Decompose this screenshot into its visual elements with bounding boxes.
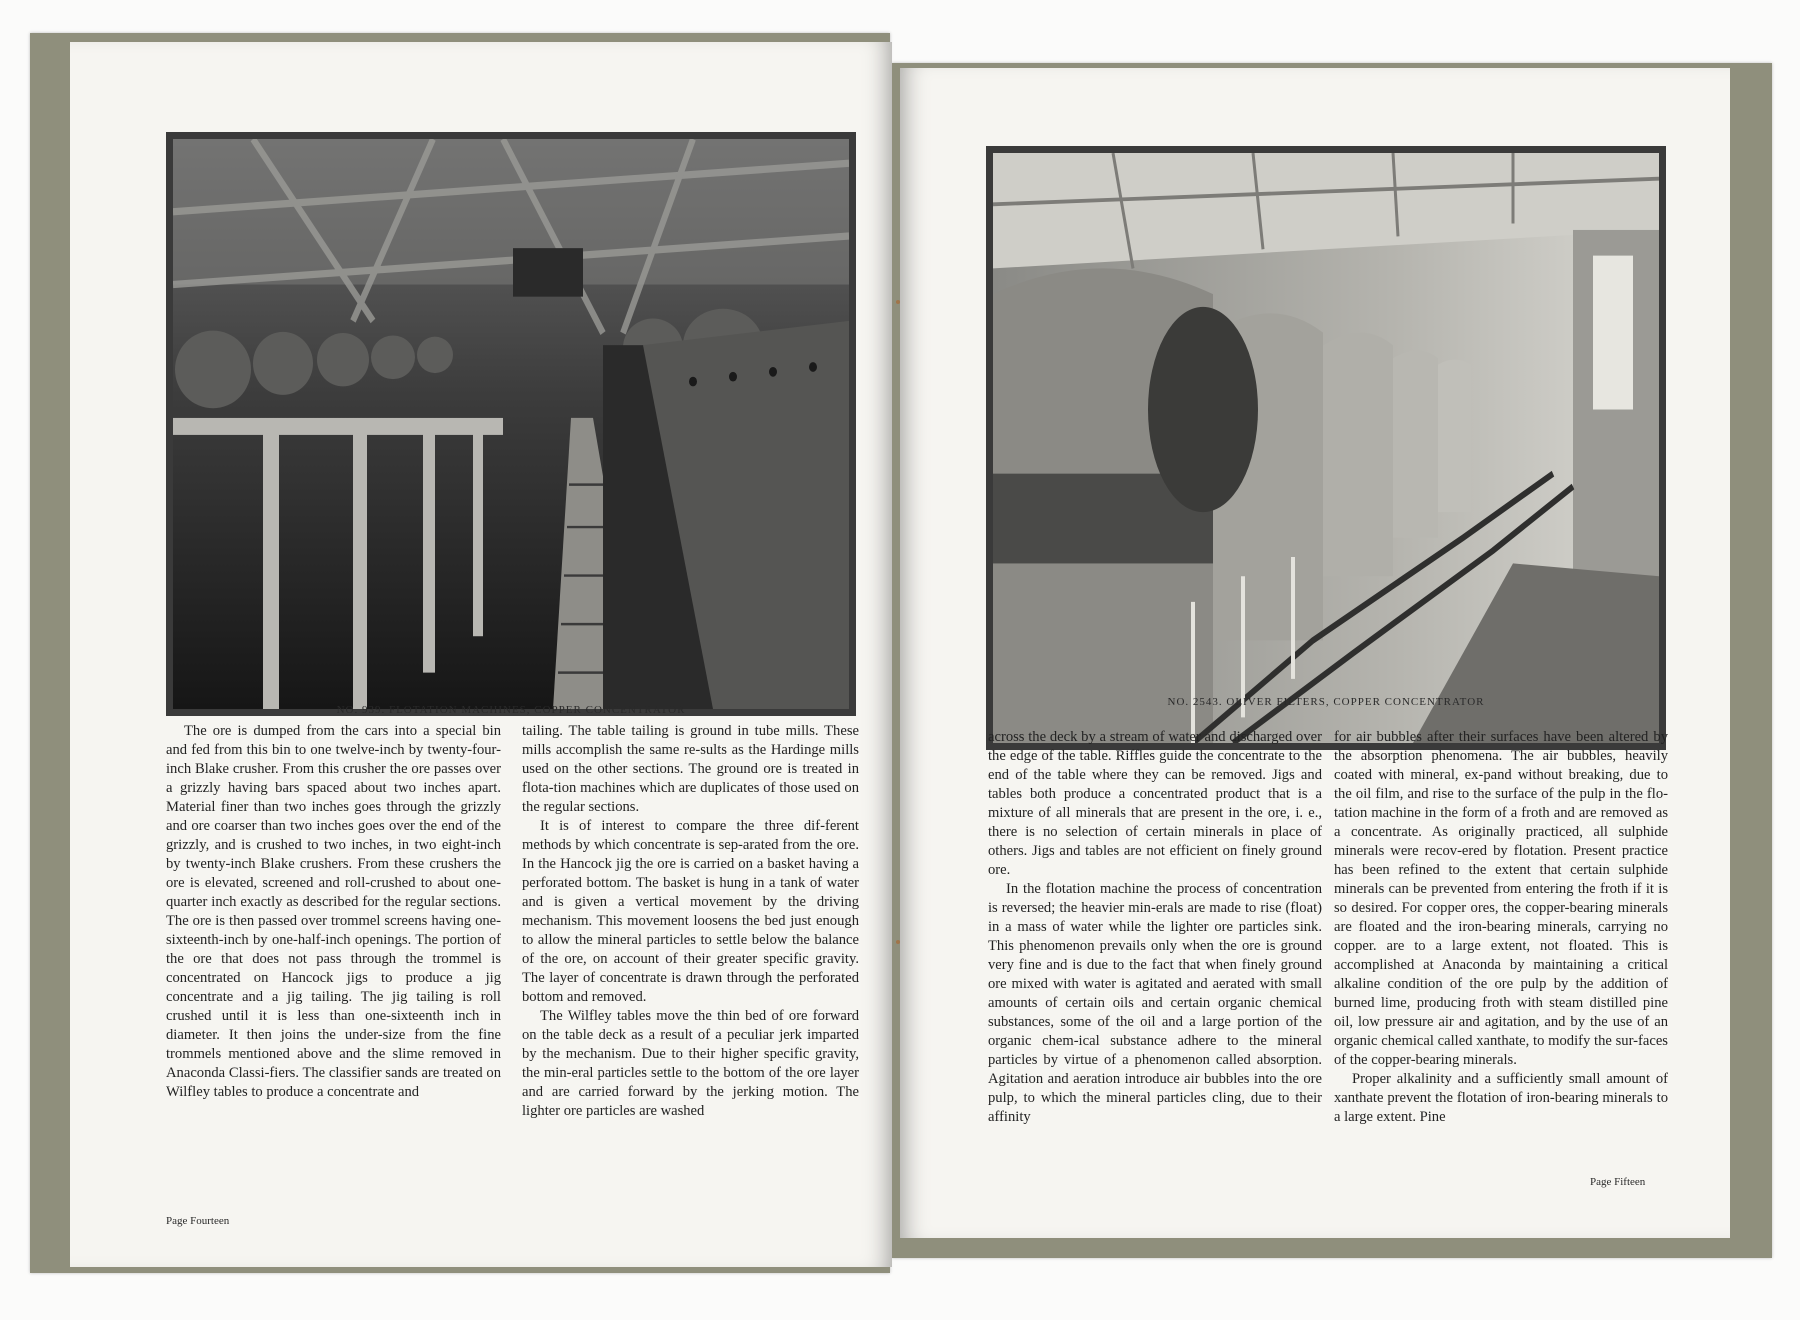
staple-hole (896, 940, 900, 944)
left-page (70, 42, 892, 1267)
page-number-left: Page Fourteen (166, 1215, 230, 1227)
oliver-filters-image (993, 153, 1659, 743)
paragraph: The Wilfley tables move the thin bed of ore forward on the table deck as a result of a peculiar jerk imparted by the mechanism. Due to their higher specific gravity, the min-eral particles settle to the bottom of the ore layer and are carried forward by the jerking motion. The lighter ore particles are washed (522, 1008, 859, 1119)
right-text-column-1 (988, 728, 1322, 1127)
left-text-column-1 (166, 722, 501, 1102)
oliver-filters-photo (986, 146, 1666, 750)
paragraph-continued: for air bubbles after their surfaces have been altered by the absorption phenomena. The air bubbles, heavily coated with mineral, ex-pand without breaking, due to the oil film, and rise to the surface of the pulp in the flo-tation machine in the form of a froth and are removed as a concentrate. As originally practiced, all sulphide minerals were recov-ered by flotation. Present practice has been refined to the extent that certain sulphide minerals can be prevented from entering the froth if it is so desired. For copper ores, the copper-bearing minerals are floated and the iron-bearing minerals, carrying no copper. are to a large extent, not floated. This is accomplished at Anaconda by maintaining a critical alkaline condition of the ore pulp by the addition of burned lime, producing froth with steam distilled pine oil, low pressure air and agitation, and by the use of an organic chemical called xanthate, to modify the sur-faces of the copper-bearing minerals. (1334, 729, 1668, 1068)
paragraph-continued: across the deck by a stream of water and discharged over the edge of the table. Riffles guide the concentrate to the end of the table where they can be removed. Jigs and tables both produce a concentrated product that is a mixture of all minerals that are present in the ore, i. e., there is no selection of certain minerals in place of others. Jigs and tables are not efficient on finely ground ore. (988, 729, 1322, 878)
right-text-column-2 (1334, 728, 1668, 1127)
paragraph-continued: tailing. The table tailing is ground in tube mills. These mills accomplish the same re-sults as the Hardinge mills used on the other sections. The ground ore is treated in flota-tion machines which are duplicates of those used on the regular sections. (522, 723, 859, 815)
page-number-right: Page Fifteen (1590, 1176, 1646, 1188)
left-text-column-2 (522, 722, 859, 1121)
right-photo-caption: NO. 2543. OLIVER FILTERS, COPPER CONCENTRATOR (1167, 696, 1485, 708)
left-photo-caption: NO. 939. FLOTATION MACHINES, COPPER CONCENTRATOR (336, 704, 686, 716)
paragraph: In the flotation machine the process of concentration is reversed; the heavier min-erals are made to rise (float) in a mass of water while the lighter ore particles sink. This phenomenon prevails only when the ore is ground very fine and is due to the fact that when finely ground ore mixed with water is agitated and aerated with small amounts of certain oils and certain organic chemical substances, some of the oil and a large portion of the organic chem-ical substance adhere to the mineral particles by virtue of a phenomenon called absorption. Agitation and aeration introduce air bubbles into the ore pulp, to which the mineral particles cling, due to their affinity (988, 881, 1322, 1125)
right-page (900, 68, 1730, 1238)
flotation-machines-image (173, 139, 849, 709)
staple-hole (896, 300, 900, 304)
flotation-machines-photo (166, 132, 856, 716)
paragraph: The ore is dumped from the cars into a special bin and fed from this bin to one twelve-inch by twenty-four-inch Blake crusher. From this crusher the ore passes over a grizzly having bars spaced about two inches apart. Material finer than two inches goes through the grizzly and ore coarser than two inches goes over the end of the grizzly, and is crushed to two inches, in two eight-inch by twenty-inch Blake crushers. From these crushers the ore is elevated, screened and roll-crushed to about one-quarter inch exactly as described for the regular sections. The ore is then passed over trommel screens having one-sixteenth-inch by one-half-inch openings. The portion of the ore that does not pass through the trommel is concentrated on Hancock jigs to produce a jig concentrate and a jig tailing. The jig tailing is roll crushed until it is less than one-sixteenth inch in diameter. It then joins the under-size from the fine trommels mentioned above and the slime removed in Anaconda Classi-fiers. The classifier sands are treated on Wilfley tables to produce a concentrate and (166, 723, 501, 1100)
paragraph: Proper alkalinity and a sufficiently small amount of xanthate prevent the flotation of iron-bearing minerals to a large extent. Pine (1334, 1071, 1668, 1125)
paragraph: It is of interest to compare the three dif-ferent methods by which concentrate is sep-arated from the ore. In the Hancock jig the ore is carried on a basket having a perforated bottom. The basket is hung in a tank of water and is given a vertical movement by the driving mechanism. This movement loosens the bed just enough to allow the mineral particles to settle below the balance of the ore, on account of their greater specific gravity. The layer of concentrate is drawn through the perforated bottom and removed. (522, 818, 859, 1005)
